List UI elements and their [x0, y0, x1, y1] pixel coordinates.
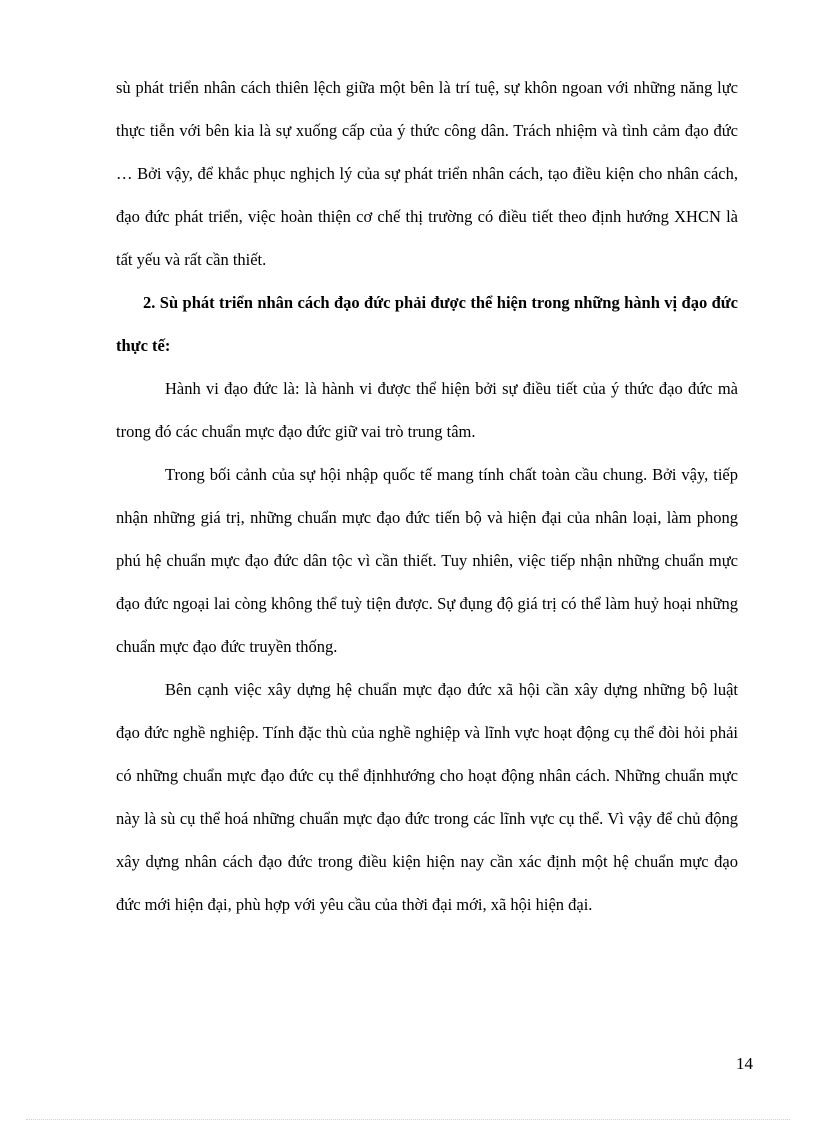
page-bottom-divider	[26, 1119, 790, 1120]
page-number: 14	[736, 1054, 753, 1073]
paragraph-continued: sù phát triển nhân cách thiên lệch giữa một bên là trí tuệ, sự khôn ngoan với những năng lực thực tiễn với bên kia là sự xuống cấp của ý thức công dân. Trách nhiệm và tình cảm đạo đức … Bởi vậy, để khắc phục nghịch lý của sự phát triển nhân cách, tạo điều kiện cho nhân cách, đạo đức phát triển, việc hoàn thiện cơ chế thị trường có điều tiết theo định hướng XHCN là tất yếu và rất cần thiết.	[116, 78, 738, 269]
paragraph-definition: Hành vi đạo đức là: là hành vi được thể hiện bởi sự điều tiết của ý thức đạo đức mà trong đó các chuẩn mực đạo đức giữ vai trò trung tâm.	[116, 379, 738, 441]
paragraph-integration: Trong bối cảnh của sự hội nhập quốc tế mang tính chất toàn cầu chung. Bởi vậy, tiếp nhận những giá trị, những chuẩn mực đạo đức tiến bộ và hiện đại của nhân loại, làm phong phú hệ chuẩn mực đạo đức dân tộc vì cần thiết. Tuy nhiên, việc tiếp nhận những chuẩn mực đạo đức ngoại lai còng không thể tuỳ tiện được. Sự đụng độ giá trị có thể làm huỷ hoại những chuẩn mực đạo đức truyền thống.	[116, 465, 738, 656]
paragraph-professional-codes: Bên cạnh việc xây dựng hệ chuẩn mực đạo đức xã hội cần xây dựng những bộ luật đạo đức nghề nghiệp. Tính đặc thù của nghề nghiệp và lĩnh vực hoạt động cụ thể đòi hỏi phải có những chuẩn mực đạo đức cụ thể địnhhướng cho hoạt động nhân cách. Những chuẩn mực này là sù cụ thể hoá những chuẩn mực đạo đức trong các lĩnh vực cụ thể. Vì vậy để chủ động xây dựng nhân cách đạo đức trong điều kiện hiện nay cần xác định một hệ chuẩn mực đạo đức mới hiện đại, phù hợp với yêu cầu của thời đại mới, xã hội hiện đại.	[116, 680, 738, 914]
section-heading: 2. Sù phát triển nhân cách đạo đức phải được thể hiện trong những hành vị đạo đức thực tế:	[116, 293, 738, 355]
document-body	[116, 66, 738, 926]
